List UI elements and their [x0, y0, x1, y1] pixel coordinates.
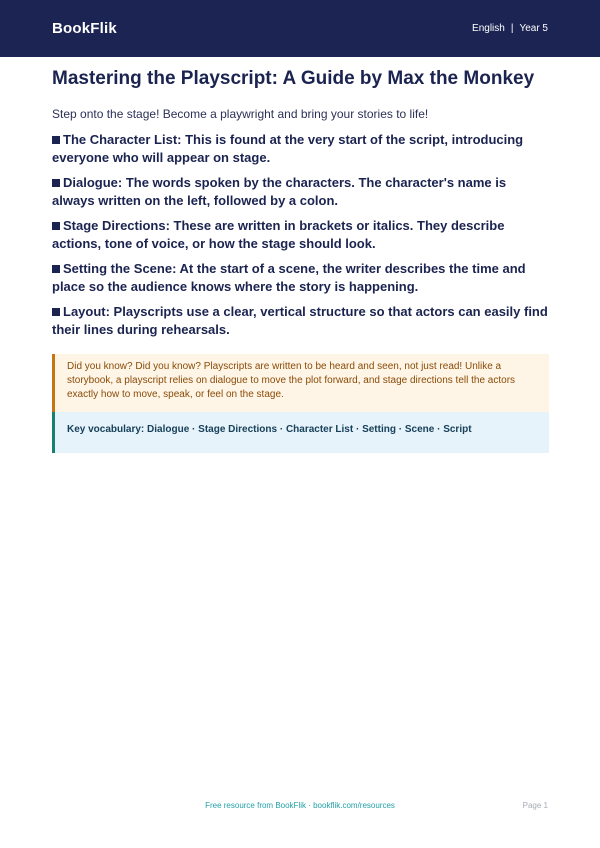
main-content [52, 62, 549, 453]
page-number: Page 1 [522, 801, 548, 810]
square-bullet-icon [52, 308, 60, 316]
subject-label: English [472, 23, 505, 34]
list-item-text: Dialogue: The words spoken by the characters. The character's name is always written on the left, followed by a colon. [52, 175, 507, 208]
footer-resource-link[interactable]: Free resource from BookFlik · bookflik.com/resources [205, 801, 395, 810]
list-item [52, 260, 549, 296]
page-subtitle: Step onto the stage! Become a playwright and bring your stories to life! [52, 107, 429, 121]
list-item [52, 303, 549, 339]
list-item [52, 217, 549, 253]
list-item-text: Setting the Scene: At the start of a scene, the writer describes the time and place so the audience knows where the story is happening. [52, 261, 526, 294]
page-title: Mastering the Playscript: A Guide by Max the Monkey [52, 68, 535, 89]
list-item [52, 131, 549, 167]
list-item-text: The Character List: This is found at the very start of the script, introducing everyone who will appear on stage. [52, 132, 524, 165]
page-footer [0, 801, 600, 815]
key-vocabulary-box: Key vocabulary: Dialogue · Stage Directions · Character List · Setting · Scene · Script [52, 412, 549, 453]
year-label: Year 5 [519, 23, 548, 34]
header-meta [472, 23, 548, 34]
square-bullet-icon [52, 265, 60, 273]
square-bullet-icon [52, 179, 60, 187]
list-item [52, 174, 549, 210]
page-header [0, 0, 600, 57]
brand-logo-text: BookFlik [52, 20, 117, 37]
list-item-text: Layout: Playscripts use a clear, vertical structure so that actors can easily find their lines during rehearsals. [52, 304, 548, 337]
square-bullet-icon [52, 136, 60, 144]
list-item-text: Stage Directions: These are written in brackets or italics. They describe actions, tone of voice, or how the stage should look. [52, 218, 505, 251]
key-points-list [52, 131, 549, 339]
did-you-know-callout: Did you know? Did you know? Playscripts are written to be heard and seen, not just read! Unlike a storybook, a playscript relies on dialogue to move the plot forward, and stage directions tell the actors exactly how to move, speak, or feel on the stage. [52, 354, 549, 412]
meta-separator: | [510, 23, 514, 34]
square-bullet-icon [52, 222, 60, 230]
